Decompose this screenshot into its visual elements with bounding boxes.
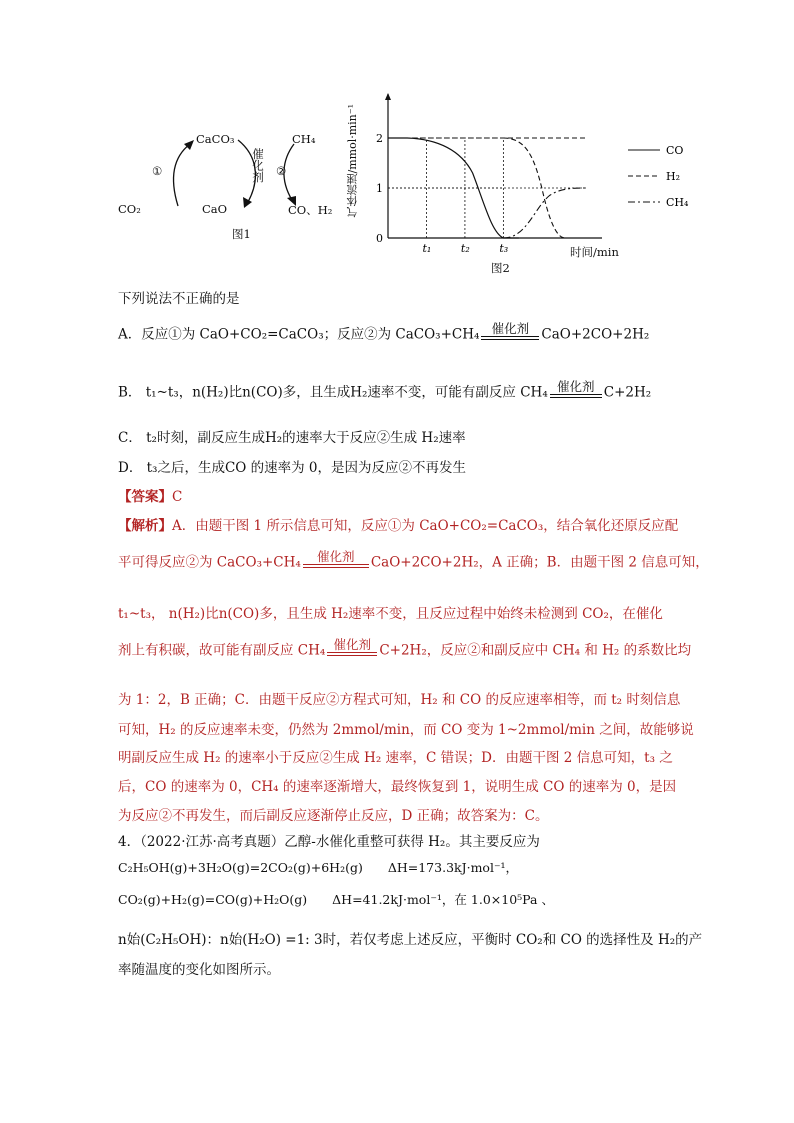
option-d: D． t₃之后，生成CO 的速率为 0，是因为反应②不再发生 (118, 460, 467, 476)
x-tick-label: t₂ (460, 242, 470, 255)
analysis-tag: 【解析】 (118, 518, 172, 534)
cao-label: CaO (202, 202, 228, 216)
series-ch4-line (503, 188, 588, 238)
q4-line-1: 4．（2022·江苏·高考真题）乙醇-水催化重整可获得 H₂。其主要反应为 (118, 834, 540, 850)
gas-flow-chart (350, 92, 700, 282)
step1-label: ① (152, 164, 163, 178)
analysis-line-1 (118, 514, 678, 534)
y-axis-label: 气体流速/mmol·min⁻¹ (346, 104, 359, 218)
option-c: C． t₂时刻，副反应生成H₂的速率大于反应②生成 H₂速率 (118, 430, 466, 446)
y-axis-arrow (385, 93, 391, 100)
y-tick-label: 1 (376, 182, 383, 195)
x-tick-label: t₃ (499, 242, 509, 255)
answer-line (118, 485, 182, 505)
catalyst-label: 催化剂 (491, 321, 530, 336)
legend-label: CH₄ (666, 196, 689, 209)
option-b-part1: B． t₁~t₃，n(H₂)比n(CO)多，且生成H₂速率不变，可能有副反应 CH₄ (118, 384, 548, 401)
catalyst-label: 催化剂 (333, 637, 372, 652)
analysis-text-2a: 平可得反应②为 CaCO₃+CH₄ (118, 554, 301, 571)
x-tick-label: t₁ (422, 242, 432, 255)
legend-label: H₂ (666, 170, 681, 183)
answer-tag: 【答案】 (118, 489, 172, 505)
catalyst-vertical-label: 催化剂 (251, 148, 265, 183)
legend-label: CO (666, 144, 684, 157)
arrow-step2-head (243, 197, 252, 208)
catalyst-equals (481, 322, 539, 348)
option-b-part2: C+2H₂ (603, 384, 652, 401)
products-label: CO、H₂ (288, 203, 333, 217)
step2-label: ② (276, 164, 287, 178)
q4-line-5: 率随温度的变化如图所示。 (118, 962, 280, 978)
analysis-text-4b: C+2H₂，反应②和副反应中 CH₄ 和 H₂ 的系数比均 (379, 642, 692, 659)
figure-1 (112, 118, 342, 248)
catalyst-equals (327, 638, 377, 664)
arrow-step1 (174, 144, 190, 206)
analysis-text-2b: CaO+2CO+2H₂，A 正确；B．由题干图 2 信息可知， (370, 554, 709, 571)
analysis-line-4 (118, 638, 691, 664)
option-b (118, 380, 651, 406)
figure1-caption: 图1 (232, 227, 251, 241)
option-a-part1: A．反应①为 CaO+CO₂=CaCO₃；反应②为 CaCO₃+CH₄ (118, 326, 480, 343)
analysis-line-9: 为反应②不再发生，而后副反应逐渐停止反应，D 正确；故答案为：C。 (118, 808, 549, 824)
catalyst-label: 催化剂 (556, 379, 595, 394)
analysis-line-3: t₁~t₃， n(H₂)比n(CO)多，且生成 H₂速率不变，且反应过程中始终未检测到 CO₂，在催化 (118, 606, 663, 622)
analysis-line-8: 后，CO 的速率为 0，CH₄ 的速率逐渐增大，最终恢复到 1，说明生成 CO 的速率为 0，是因 (118, 779, 677, 795)
option-a-part2: CaO+2CO+2H₂ (541, 326, 650, 343)
y-tick-label: 2 (376, 132, 383, 145)
analysis-line-6: 可知，H₂ 的反应速率未变，仍然为 2mmol/min，而 CO 变为 1~2mmol/min 之间，故能够说 (118, 722, 694, 738)
analysis-line-2 (118, 550, 709, 576)
analysis-text-1: A．由题干图 1 所示信息可知，反应①为 CaO+CO₂=CaCO₃，结合氧化还原反应配 (172, 518, 679, 534)
catalyst-equals (303, 550, 369, 576)
q4-line-3: CO₂(g)+H₂(g)=CO(g)+H₂O(g) ΔH=41.2kJ·mol⁻¹，在 1.0×10⁵Pa 、 (118, 892, 554, 907)
x-axis-label: 时间/min (570, 245, 619, 259)
y-tick-label: 0 (376, 232, 383, 245)
co2-label: CO₂ (118, 202, 141, 216)
caco3-label: CaCO₃ (196, 132, 235, 146)
catalyst-equals (550, 380, 602, 406)
catalyst-label: 催化剂 (317, 549, 355, 564)
analysis-line-5: 为 1：2，B 正确；C．由题干反应②方程式可知，H₂ 和 CO 的反应速率相等，而 t₂ 时刻信息 (118, 692, 681, 708)
figure-2 (346, 92, 700, 282)
analysis-line-7: 明副反应生成 H₂ 的速率小于反应②生成 H₂ 速率，C 错误；D．由题干图 2 信息可知，t₃ 之 (118, 750, 673, 766)
analysis-text-4a: 剂上有积碳，故可能有副反应 CH₄ (118, 642, 326, 659)
q4-line-4: n始(C₂H₅OH)：n始(H₂O) =1: 3时，若仅考虑上述反应，平衡时 CO₂和 CO 的选择性及 H₂的产 (118, 932, 703, 948)
q4-line-2: C₂H₅OH(g)+3H₂O(g)=2CO₂(g)+6H₂(g) ΔH=173.3kJ·mol⁻¹， (118, 860, 519, 875)
question-stem: 下列说法不正确的是 (118, 291, 240, 307)
ch4-label: CH₄ (292, 132, 316, 146)
figure2-caption: 图2 (491, 261, 510, 275)
option-a (118, 322, 649, 348)
answer-value: C (172, 489, 183, 505)
